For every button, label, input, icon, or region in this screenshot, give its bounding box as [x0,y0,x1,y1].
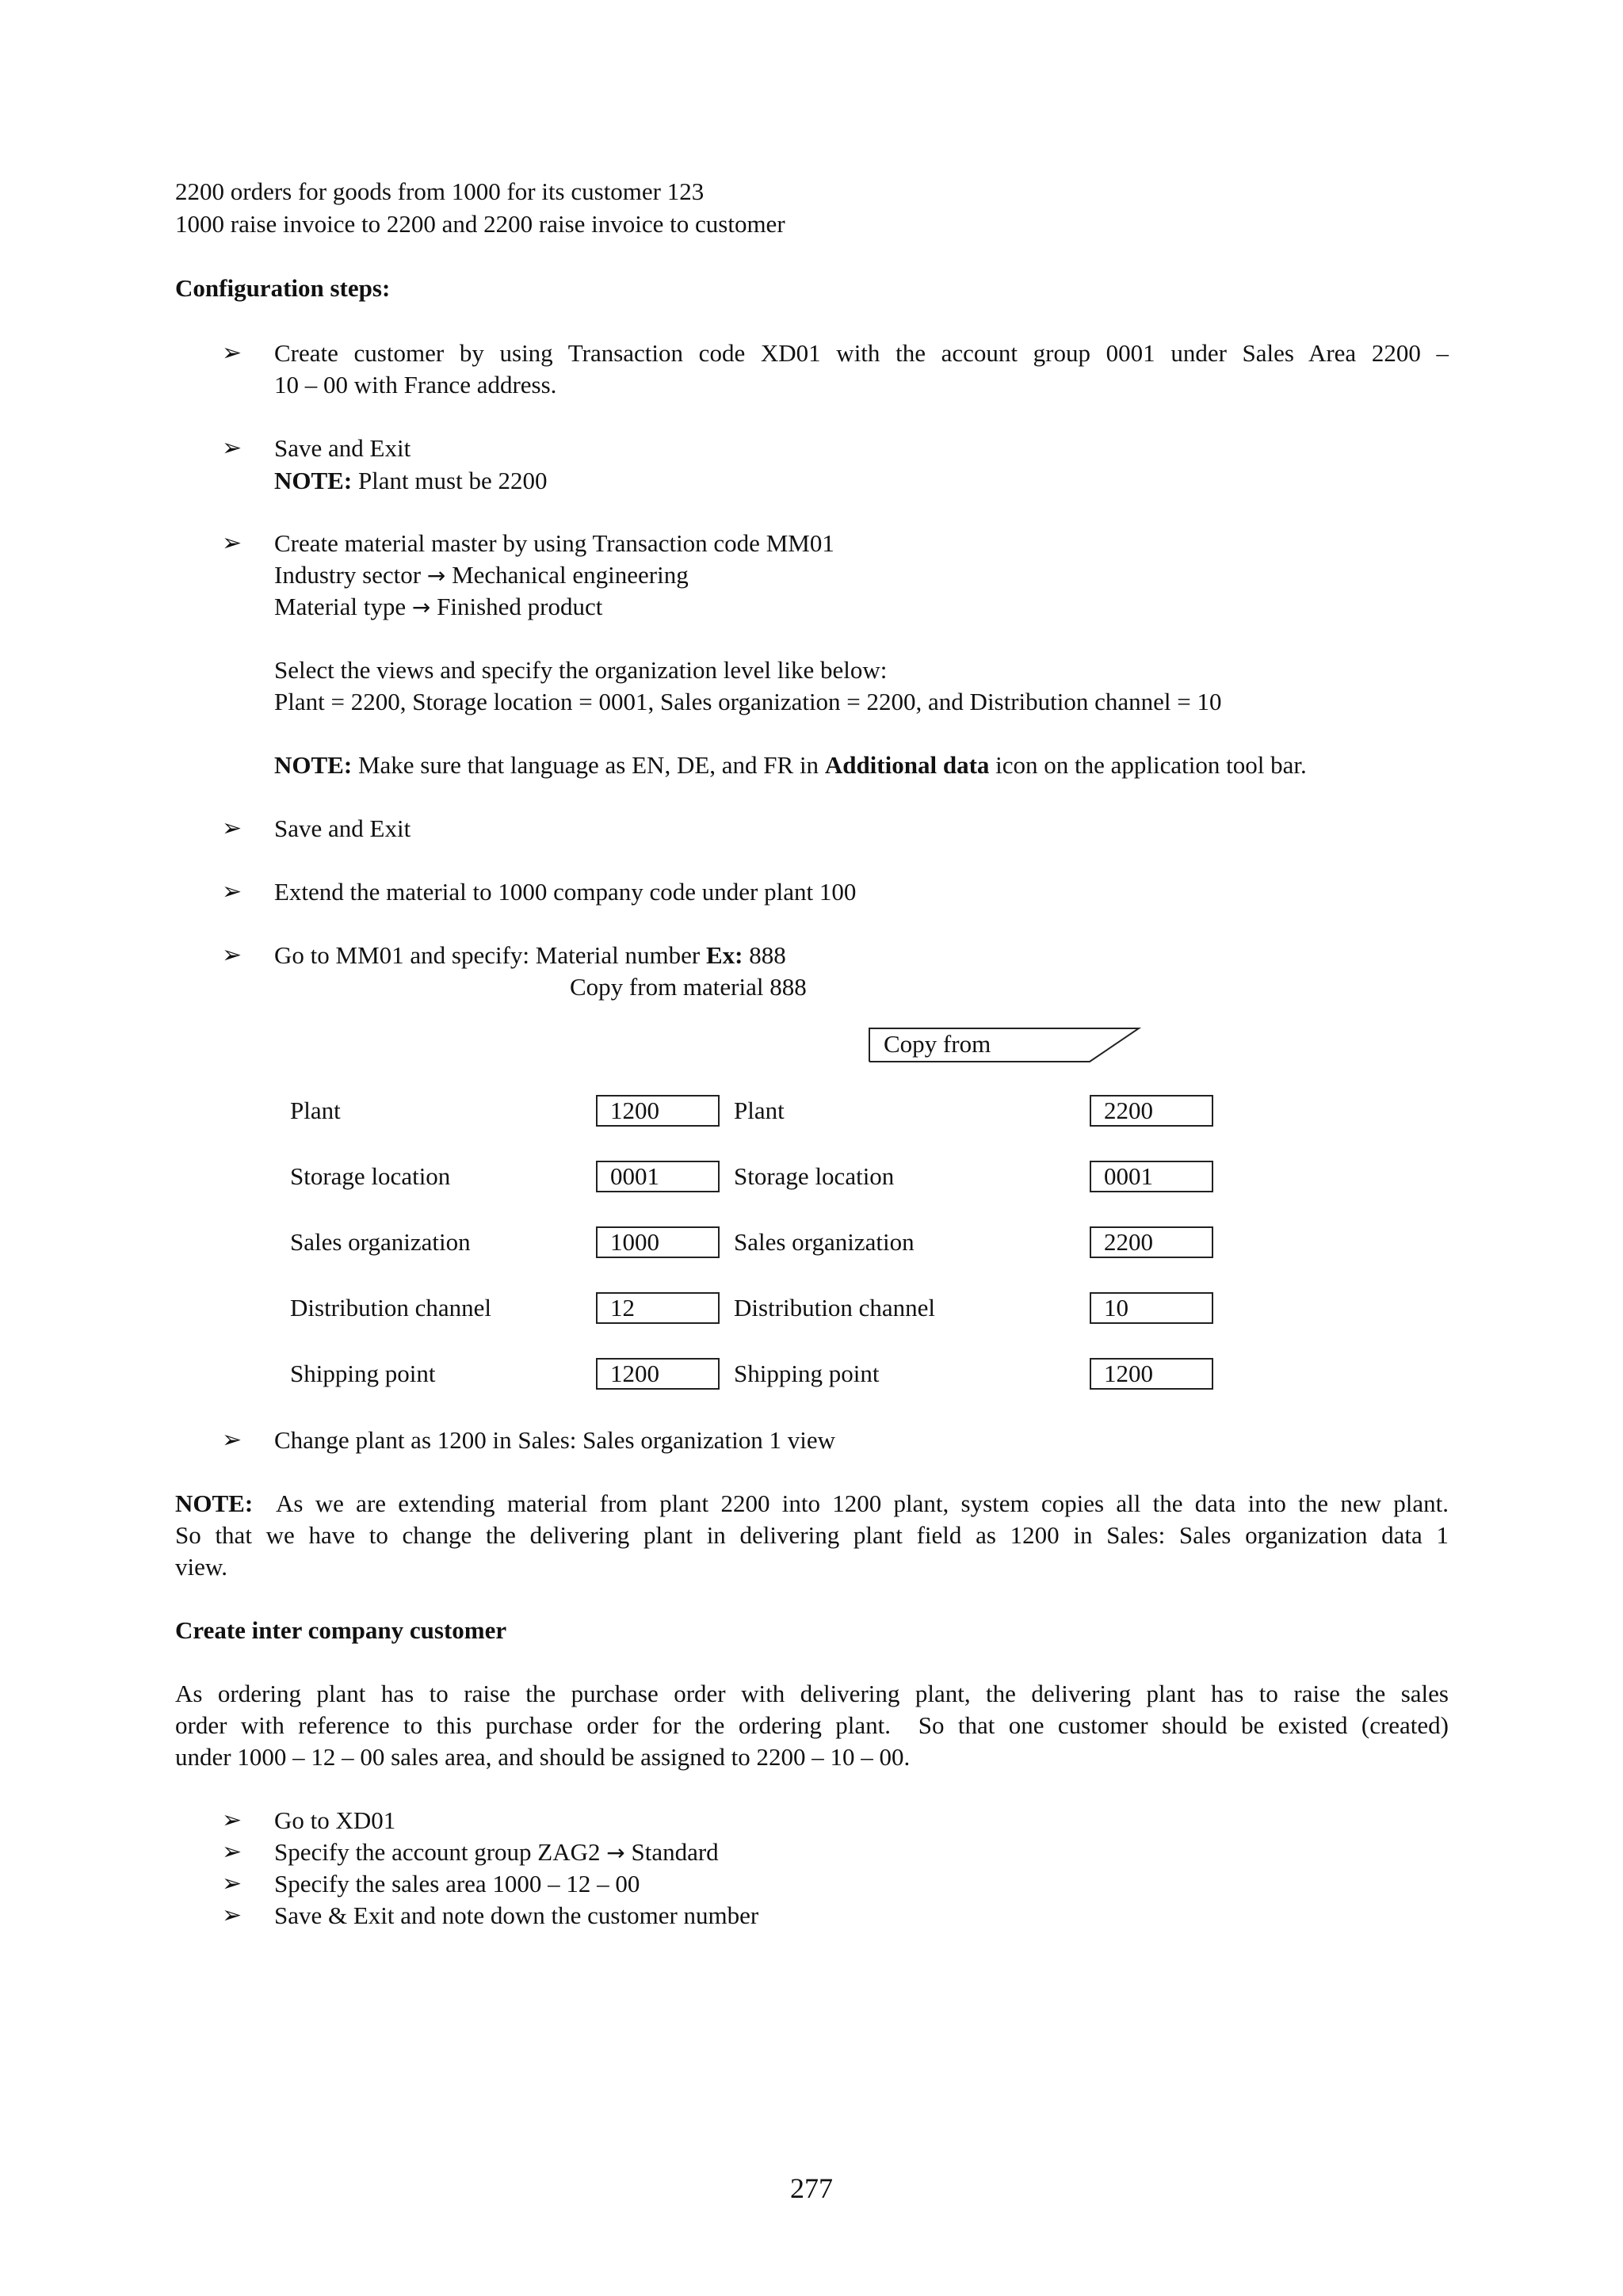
final-step-1: Go to XD01 [274,1806,396,1834]
arrow-right-icon: → [606,1840,625,1866]
bullet-icon: ➢ [222,1427,242,1453]
copy-from-tab [868,1027,1141,1063]
label-plant-source: Plant [734,1097,785,1124]
step-4: Save and Exit [274,814,411,842]
final-step-3: Specify the sales area 1000 – 12 – 00 [274,1870,640,1897]
bullet-icon: ➢ [222,815,242,841]
step-1-line-2: 10 – 00 with France address. [274,371,557,399]
note-extending-material: NOTE: As we are extending material from plant 2200 into 1200 plant, system copies all the data into the new plant. So that we have to change the delivering plant in delivering plant field as 1200 in Sales: Sales organization data 1 view. [175,1489,1449,1581]
step-2-line-1: Save and Exit [274,434,411,462]
bullet-icon: ➢ [222,1902,242,1928]
step-3-line-4: Select the views and specify the organization level like below: [274,656,888,684]
label-sales-organization-target: Sales organization [290,1228,471,1256]
bullet-icon: ➢ [222,1839,242,1865]
input-sales-organization-source[interactable]: 2200 [1090,1226,1213,1258]
step-3-line-2: Industry sector → Mechanical engineering [274,561,689,589]
label-distribution-channel-target: Distribution channel [290,1294,491,1322]
step-6-line-2: Copy from material 888 [570,973,807,1001]
bullet-icon: ➢ [222,340,242,366]
step-7: Change plant as 1200 in Sales: Sales organization 1 view [274,1426,835,1454]
input-distribution-channel-target[interactable]: 12 [596,1292,720,1324]
intercompany-paragraph: As ordering plant has to raise the purchase order with delivering plant, the delivering plant has to raise the sales order with reference to this purchase order for the ordering plant. So that one customer should be existed (created) under 1000 – 12 – 00 sales area, and should be assigned to 2200 – 10 – 00. [175,1680,1449,1771]
label-sales-organization-source: Sales organization [734,1228,915,1256]
step-2-note: NOTE: Plant must be 2200 [274,467,548,494]
step-3-line-5: Plant = 2200, Storage location = 0001, Sales organization = 2200, and Distribution channel = 10 [274,688,1222,715]
input-sales-organization-target[interactable]: 1000 [596,1226,720,1258]
intercompany-heading: Create inter company customer [175,1616,507,1644]
label-distribution-channel-source: Distribution channel [734,1294,935,1322]
label-storage-location-source: Storage location [734,1162,895,1190]
bullet-icon: ➢ [222,530,242,556]
input-storage-location-source[interactable]: 0001 [1090,1161,1213,1192]
bullet-icon: ➢ [222,1871,242,1897]
label-shipping-point-target: Shipping point [290,1360,436,1387]
input-shipping-point-source[interactable]: 1200 [1090,1358,1213,1390]
step-5: Extend the material to 1000 company code under plant 100 [274,878,857,906]
arrow-right-icon: → [411,594,431,620]
final-step-4: Save & Exit and note down the customer number [274,1901,759,1929]
input-plant-target[interactable]: 1200 [596,1095,720,1127]
page-number: 277 [790,2172,833,2204]
copy-from-label: Copy from [884,1030,991,1058]
label-shipping-point-source: Shipping point [734,1360,880,1387]
final-step-2: Specify the account group ZAG2 → Standard [274,1838,719,1866]
input-shipping-point-target[interactable]: 1200 [596,1358,720,1390]
input-plant-source[interactable]: 2200 [1090,1095,1213,1127]
label-plant-target: Plant [290,1097,341,1124]
step-1-line-1: Create customer by using Transaction code XD01 with the account group 0001 under Sales Area 2200 – [274,339,1449,367]
bullet-icon: ➢ [222,1807,242,1833]
intro-line-2: 1000 raise invoice to 2200 and 2200 raise invoice to customer [175,210,785,238]
input-storage-location-target[interactable]: 0001 [596,1161,720,1192]
step-6-line-1: Go to MM01 and specify: Material number Ex: 888 [274,941,786,969]
step-3-note: NOTE: Make sure that language as EN, DE, and FR in Additional data icon on the application tool bar. [274,751,1307,779]
input-distribution-channel-source[interactable]: 10 [1090,1292,1213,1324]
bullet-icon: ➢ [222,879,242,905]
configuration-heading: Configuration steps: [175,274,391,302]
bullet-icon: ➢ [222,942,242,968]
step-3-line-1: Create material master by using Transaction code MM01 [274,529,834,557]
step-3-line-3: Material type → Finished product [274,593,603,620]
bullet-icon: ➢ [222,435,242,461]
label-storage-location-target: Storage location [290,1162,451,1190]
intro-line-1: 2200 orders for goods from 1000 for its customer 123 [175,177,705,205]
arrow-right-icon: → [426,563,446,589]
